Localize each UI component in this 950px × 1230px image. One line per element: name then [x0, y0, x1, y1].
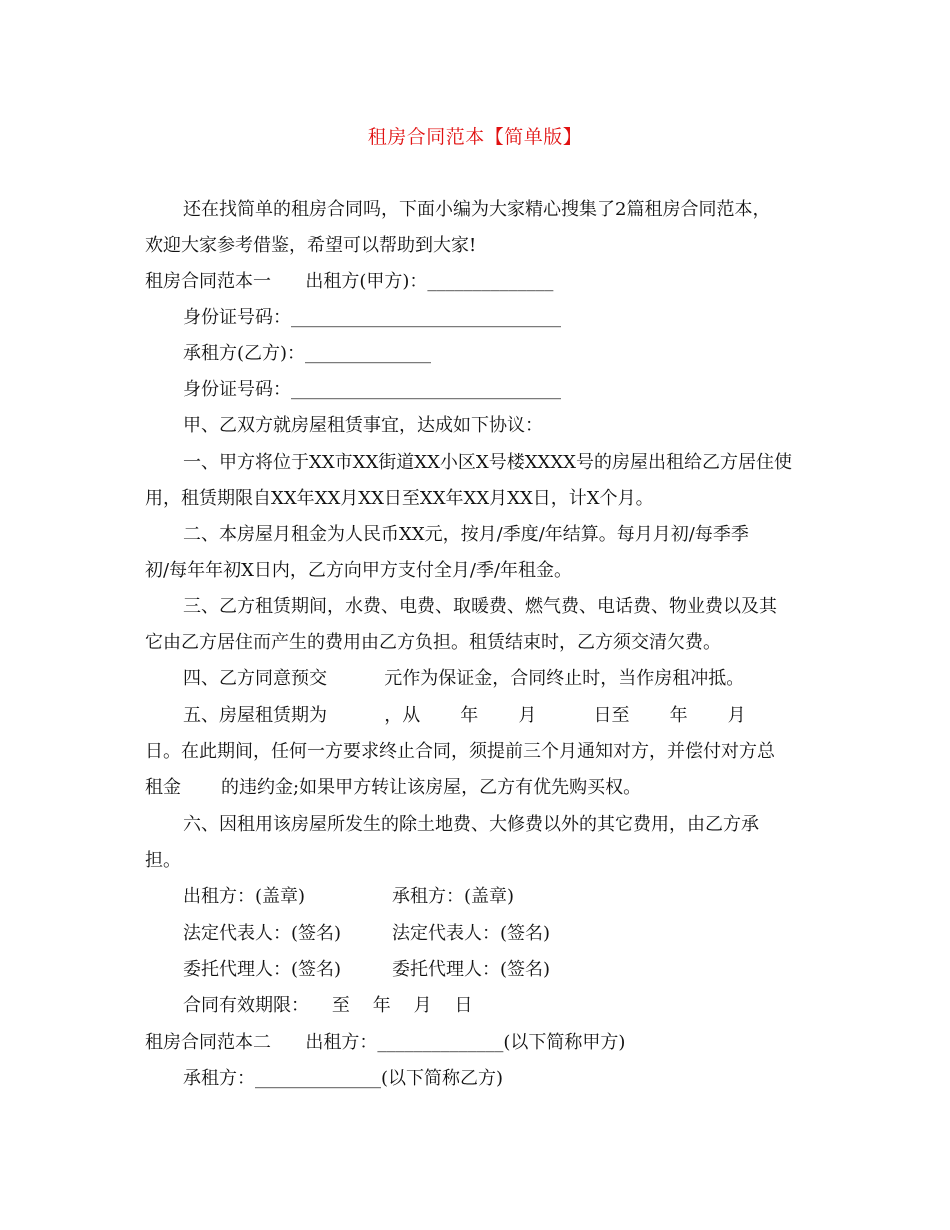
- clause-six-line: 担。: [145, 850, 181, 871]
- lessor-representative-label: 法定代表人：(签名): [183, 923, 342, 944]
- clause-two-line: 初/每年年初X日内，乙方向甲方支付全月/季/年租金。: [145, 560, 573, 581]
- lessee-id-field: 身份证号码：______________________________: [183, 379, 561, 400]
- clause-five-line: 日。在此期间，任何一方要求终止合同，须提前三个月通知对方，并偿付对方总: [145, 741, 775, 762]
- clause-five-line: 租金 的违约金;如果甲方转让该房屋，乙方有优先购买权。: [145, 777, 642, 798]
- lessee-field: 承租方(乙方)：______________: [183, 343, 432, 364]
- clause-three-line: 三、乙方租赁期间，水费、电费、取暖费、燃气费、电话费、物业费以及其: [183, 596, 777, 617]
- sample-two-lessee-field: 承租方：______________(以下简称乙方): [183, 1068, 504, 1089]
- lessee-agent-label: 委托代理人：(签名): [392, 959, 551, 980]
- lessor-agent-label: 委托代理人：(签名): [183, 959, 342, 980]
- document-title: 租房合同范本【简单版】: [367, 126, 583, 148]
- lessor-id-field: 身份证号码：______________________________: [183, 307, 561, 328]
- clause-three-line: 它由乙方居住而产生的费用由乙方负担。租赁结束时，乙方须交清欠费。: [145, 632, 721, 653]
- clause-one-line: 用，租赁期限自XX年XX月XX日至XX年XX月XX日，计X个月。: [145, 488, 654, 509]
- intro-paragraph-line: 还在找简单的租房合同吗，下面小编为大家精心搜集了2篇租房合同范本，: [183, 199, 771, 220]
- lessee-representative-label: 法定代表人：(签名): [392, 923, 551, 944]
- intro-paragraph-line: 欢迎大家参考借鉴，希望可以帮助到大家!: [145, 235, 477, 256]
- lessee-seal-label: 承租方：(盖章): [392, 886, 515, 907]
- clause-five-line: 五、房屋租赁期为 ，从 年 月 日至 年 月: [183, 705, 746, 726]
- sample-one-heading: 租房合同范本一 出租方(甲方)：______________: [145, 271, 554, 292]
- clause-one-line: 一、甲方将位于XX市XX街道XX小区X号楼XXXX号的房屋出租给乙方居住使: [183, 452, 792, 473]
- sample-two-heading: 租房合同范本二 出租方：______________(以下简称甲方): [145, 1032, 626, 1053]
- clause-two-line: 二、本房屋月租金为人民币XX元，按月/季度/年结算。每月月初/每季季: [183, 524, 749, 545]
- lessor-seal-label: 出租方：(盖章): [183, 886, 306, 907]
- contract-validity: 合同有效期限： 至 年 月 日: [183, 995, 473, 1016]
- clause-four-line: 四、乙方同意预交 元作为保证金，合同终止时，当作房租冲抵。: [183, 668, 745, 689]
- clause-six-line: 六、因租用该房屋所发生的除土地费、大修费以外的其它费用，由乙方承: [183, 814, 759, 835]
- agreement-statement: 甲、乙双方就房屋租赁事宜，达成如下协议：: [183, 415, 543, 436]
